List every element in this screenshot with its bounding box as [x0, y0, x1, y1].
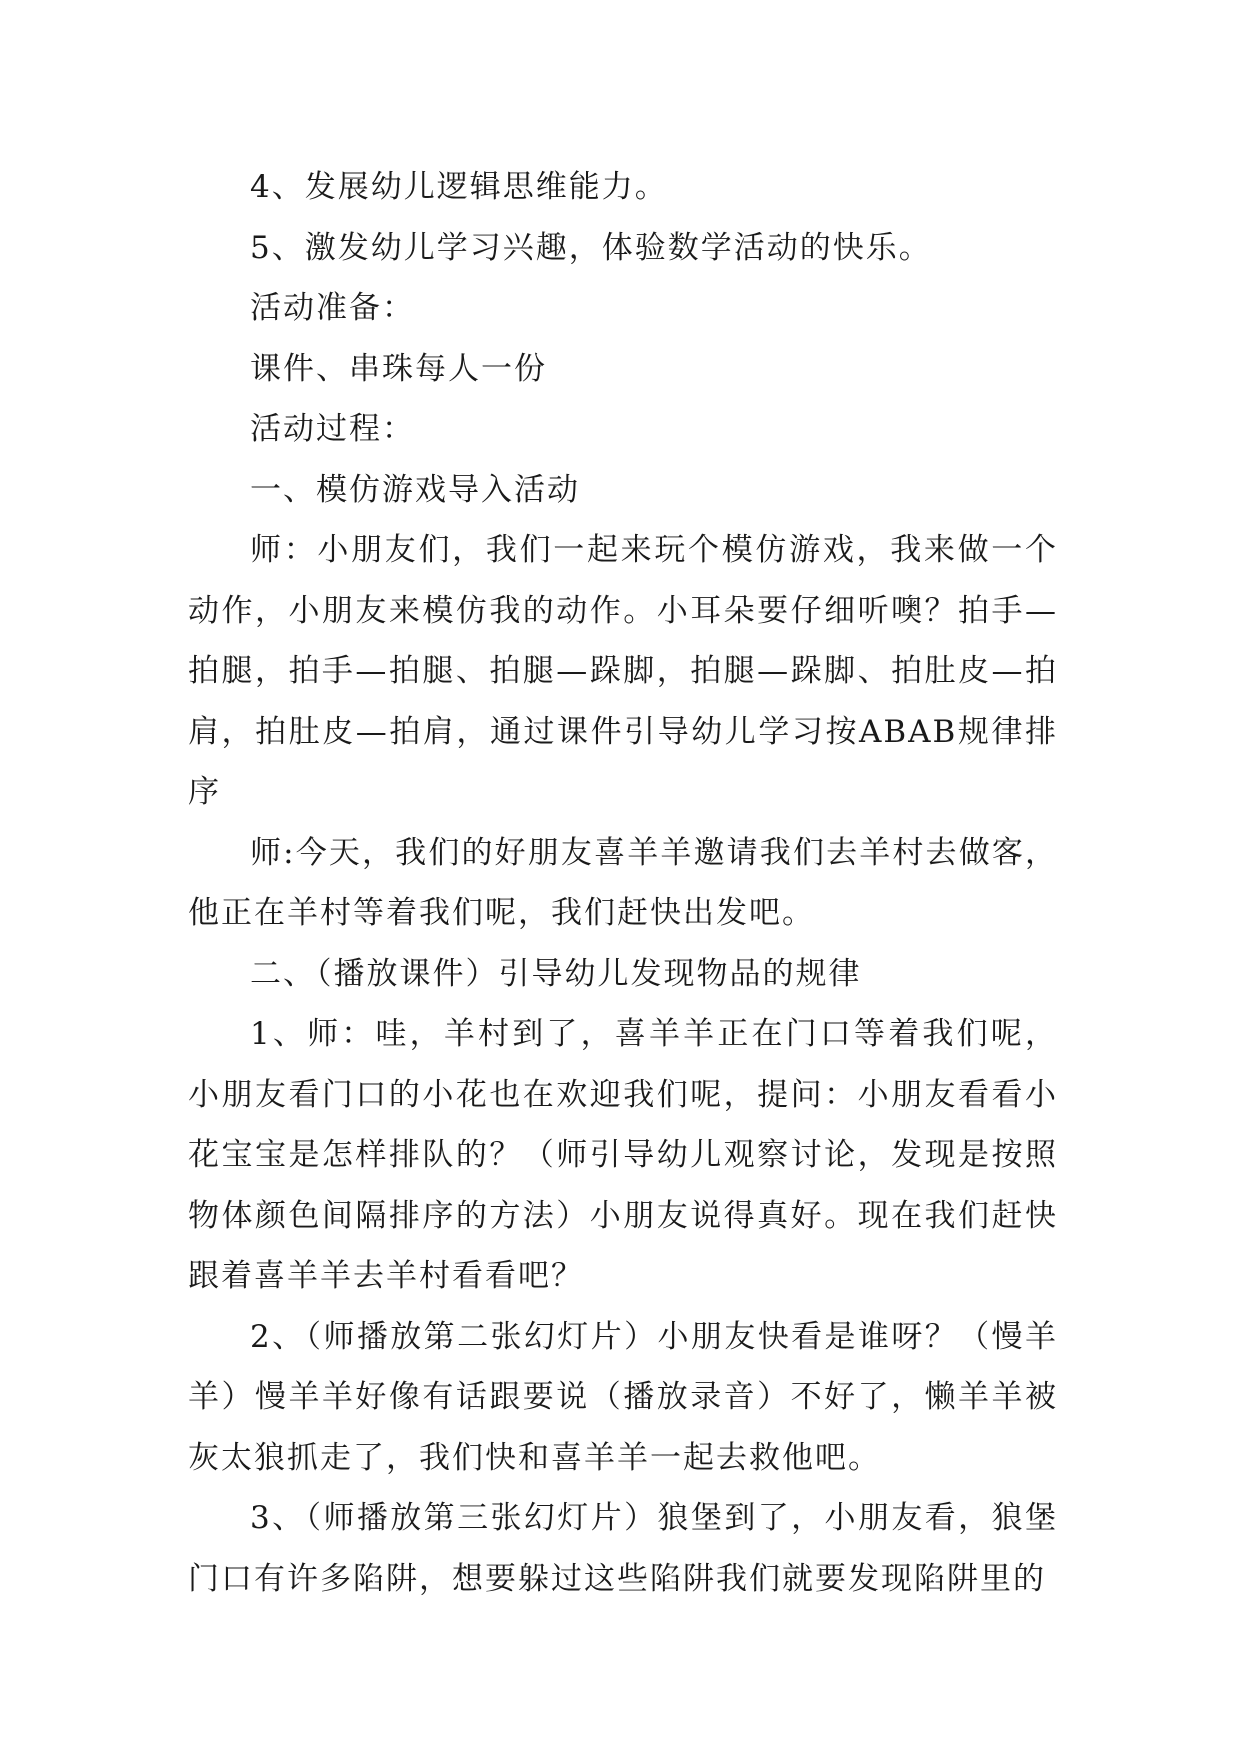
paragraph-step-1: 1、师：哇，羊村到了，喜羊羊正在门口等着我们呢，小朋友看门口的小花也在欢迎我们呢，提问：小朋友看看小花宝宝是怎样排队的？（师引导幼儿观察讨论，发现是按照物体颜色间隔排序的方法）小朋友说得真好。现在我们赶快跟着喜羊羊去羊村看看吧？ [188, 1016, 1058, 1294]
paragraph-materials: 课件、串珠每人一份 [250, 350, 547, 387]
paragraph-invitation: 师:今天，我们的好朋友喜羊羊邀请我们去羊村去做客，他正在羊村等着我们呢，我们赶快出发吧。 [188, 834, 1058, 931]
paragraph-step-3: 3、（师播放第三张幻灯片）狼堡到了，小朋友看，狼堡门口有许多陷阱，想要躲过这些陷阱我们就要发现陷阱里的 [188, 1500, 1058, 1597]
section-heading-process: 活动过程： [250, 411, 415, 447]
document-body [188, 157, 1058, 1609]
step-heading-imitation-game: 一、模仿游戏导入活动 [250, 471, 580, 508]
paragraph-goal-5: 5、激发幼儿学习兴趣，体验数学活动的快乐。 [250, 229, 932, 266]
section-heading-preparation: 活动准备： [250, 290, 415, 326]
paragraph-step-2: 2、（师播放第二张幻灯片）小朋友快看是谁呀？（慢羊羊）慢羊羊好像有话跟要说（播放录音）不好了，懒羊羊被灰太狼抓走了，我们快和喜羊羊一起去救他吧。 [188, 1318, 1058, 1476]
step-heading-discover-pattern: 二、（播放课件）引导幼儿发现物品的规律 [250, 955, 862, 992]
paragraph-goal-4: 4、发展幼儿逻辑思维能力。 [250, 169, 668, 205]
paragraph-imitation-game: 师：小朋友们，我们一起来玩个模仿游戏，我来做一个动作，小朋友来模仿我的动作。小耳朵要仔细听噢？拍手—拍腿，拍手—拍腿、拍腿—跺脚，拍腿—跺脚、拍肚皮—拍肩，拍肚皮—拍肩，通过课件引导幼儿学习按ABAB规律排序 [188, 532, 1058, 810]
